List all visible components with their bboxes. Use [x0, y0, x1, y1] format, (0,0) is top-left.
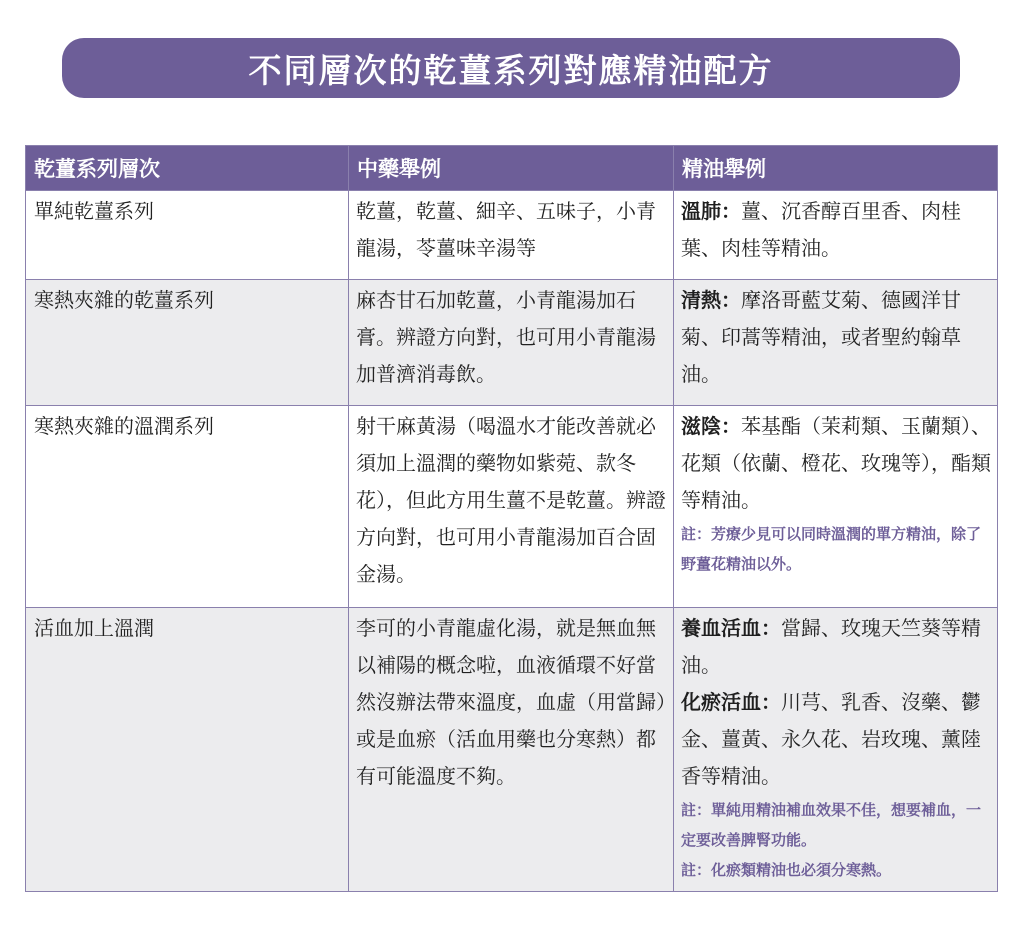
- herbs-cell: 射干麻黃湯（喝溫水才能改善就必須加上溫潤的藥物如紫菀、款冬花），但此方用生薑不是乾薑。辨證方向對，也可用小青龍湯加百合固金湯。: [349, 406, 674, 608]
- herbs-cell: 麻杏甘石加乾薑，小青龍湯加石膏。辨證方向對，也可用小青龍湯加普濟消毒飲。: [349, 280, 674, 406]
- level-cell: 單純乾薑系列: [26, 191, 349, 280]
- header-herbs: 中藥舉例: [349, 146, 674, 191]
- header-level: 乾薑系列層次: [26, 146, 349, 191]
- formula-table: [25, 145, 998, 892]
- oil-list: 摩洛哥藍艾菊、德國洋甘菊、印蒿等精油，或者聖約翰草油。: [681, 288, 961, 386]
- page-title: 不同層次的乾薑系列對應精油配方: [248, 50, 774, 90]
- header-oils: 精油舉例: [674, 146, 998, 191]
- oil-note: 註：單純用精油補血效果不佳，想要補血，一定要改善脾腎功能。: [681, 801, 982, 849]
- oil-category-label: 清熱：: [681, 288, 741, 312]
- oil-note: 註：化瘀類精油也必須分寒熱。: [681, 861, 892, 879]
- table-row: [26, 191, 998, 280]
- table-row: [26, 608, 998, 892]
- oil-category-label: 溫肺：: [681, 199, 741, 223]
- oil-note: 註：芳療少見可以同時溫潤的單方精油，除了野薑花精油以外。: [681, 525, 982, 573]
- oils-cell: [674, 191, 998, 280]
- title-banner: [62, 38, 960, 98]
- oil-category-label: 化瘀活血：: [681, 690, 781, 714]
- oil-category-label: 養血活血：: [681, 616, 781, 640]
- table-row: [26, 280, 998, 406]
- oil-list: 川芎、乳香、沒藥、鬱金、薑黃、永久花、岩玫瑰、薰陸香等精油。: [681, 690, 981, 788]
- oils-cell: [674, 280, 998, 406]
- oil-list: 薑、沉香醇百里香、肉桂葉、肉桂等精油。: [681, 199, 961, 260]
- table-row: [26, 406, 998, 608]
- table-header-row: [26, 146, 998, 191]
- herbs-cell: 李可的小青龍虛化湯，就是無血無以補陽的概念啦，血液循環不好當然沒辦法帶來溫度，血虛（用當歸）或是血瘀（活血用藥也分寒熱）都有可能溫度不夠。: [349, 608, 674, 892]
- oil-list: 當歸、玫瑰天竺葵等精油。: [681, 616, 981, 677]
- herbs-cell: 乾薑，乾薑、細辛、五味子，小青龍湯，苓薑味辛湯等: [349, 191, 674, 280]
- level-cell: 寒熱夾雜的溫潤系列: [26, 406, 349, 608]
- oil-list: 苯基酯（茉莉類、玉蘭類）、花類（依蘭、橙花、玫瑰等），酯類等精油。: [681, 414, 991, 512]
- oils-cell: [674, 608, 998, 892]
- level-cell: 活血加上溫潤: [26, 608, 349, 892]
- level-cell: 寒熱夾雜的乾薑系列: [26, 280, 349, 406]
- oils-cell: [674, 406, 998, 608]
- oil-category-label: 滋陰：: [681, 414, 741, 438]
